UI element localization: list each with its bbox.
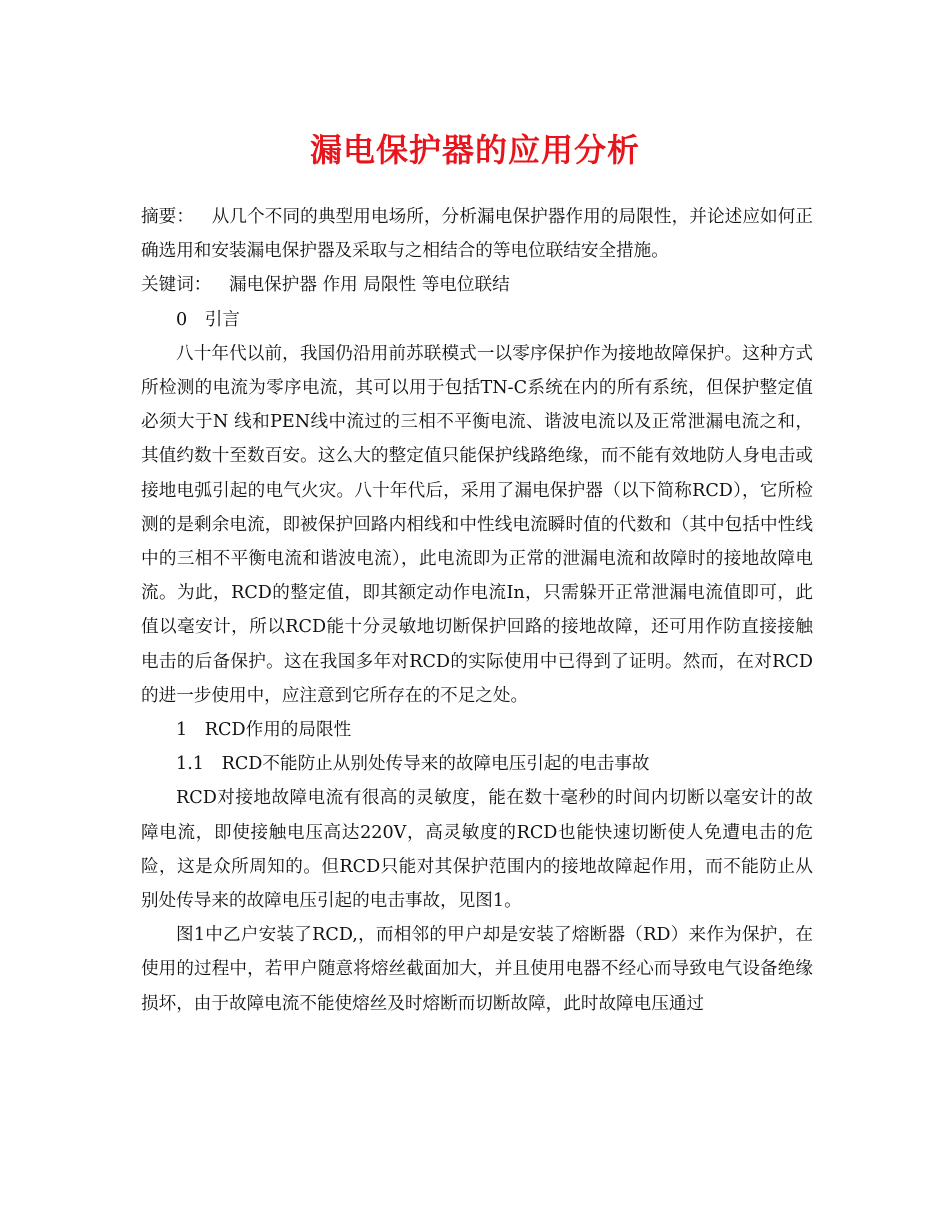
section-0-paragraph: 八十年代以前，我国仍沿用前苏联模式一以零序保护作为接地故障保护。这种方式所检测的电流为零序电流，其可以用于包括TN-C系统在内的所有系统，但保护整定值必须大于N 线和PEN线中流过的三相不平衡电流、谐波电流以及正常泄漏电流之和，其值约数十至数百安。这么大的整定值只能保护线路绝缘，而不能有效地防人身电击或接地电弧引起的电气火灾。八十年代后，采用了漏电保护器（以下简称RCD），它所检测的是剩余电流，即被保护回路内相线和中性线电流瞬时值的代数和（其中包括中性线中的三相不平衡电流和谐波电流），此电流即为正常的泄漏电流和故障时的接地故障电流。为此，RCD的整定值，即其额定动作电流In，只需躲开正常泄漏电流值即可，此值以毫安计，所以RCD能十分灵敏地切断保护回路的接地故障，还可用作防直接接触电击的后备保护。这在我国多年对RCD的实际使用中已得到了证明。然而，在对RCD的进一步使用中，应注意到它所存在的不足之处。 [141, 343, 813, 706]
section-1-1-paragraph-2: 图1中乙户安装了RCD,，而相邻的甲户却是安装了熔断器（RD）来作为保护，在使用的过程中，若甲户随意将熔丝截面加大，并且使用电器不经心而导致电气设备绝缘损坏，由于故障电流不能使熔丝及时熔断而切断故障，此时故障电压通过 [141, 925, 813, 1014]
section-0-heading: 0 引言 [176, 309, 240, 330]
section-1-1-heading: 1.1 RCD不能防止从别处传导来的故障电压引起的电击事故 [176, 754, 650, 775]
abstract-paragraph [141, 200, 813, 268]
document-body [141, 200, 813, 1021]
section-1-1-paragraph-1: RCD对接地故障电流有很高的灵敏度，能在数十毫秒的时间内切断以毫安计的故障电流，即使接触电压高达220V，高灵敏度的RCD也能快速切断使人免遭电击的危险，这是众所周知的。但RCD只能对其保护范围内的接地故障起作用，而不能防止从别处传导来的故障电压引起的电击事故，见图1。 [141, 788, 813, 912]
keywords-label: 关键词： [141, 275, 212, 296]
section-1-heading: 1 RCD作用的局限性 [176, 720, 352, 741]
keywords-paragraph [141, 268, 813, 302]
abstract-label: 摘要： [141, 207, 195, 227]
abstract-text: 从几个不同的典型用电场所，分析漏电保护器作用的局限性，并论述应如何正确选用和安装漏电保护器及采取与之相结合的等电位联结安全措施。 [141, 207, 813, 262]
document-title: 漏电保护器的应用分析 [309, 131, 640, 169]
keywords-text: 漏电保护器 作用 局限性 等电位联结 [228, 275, 510, 296]
